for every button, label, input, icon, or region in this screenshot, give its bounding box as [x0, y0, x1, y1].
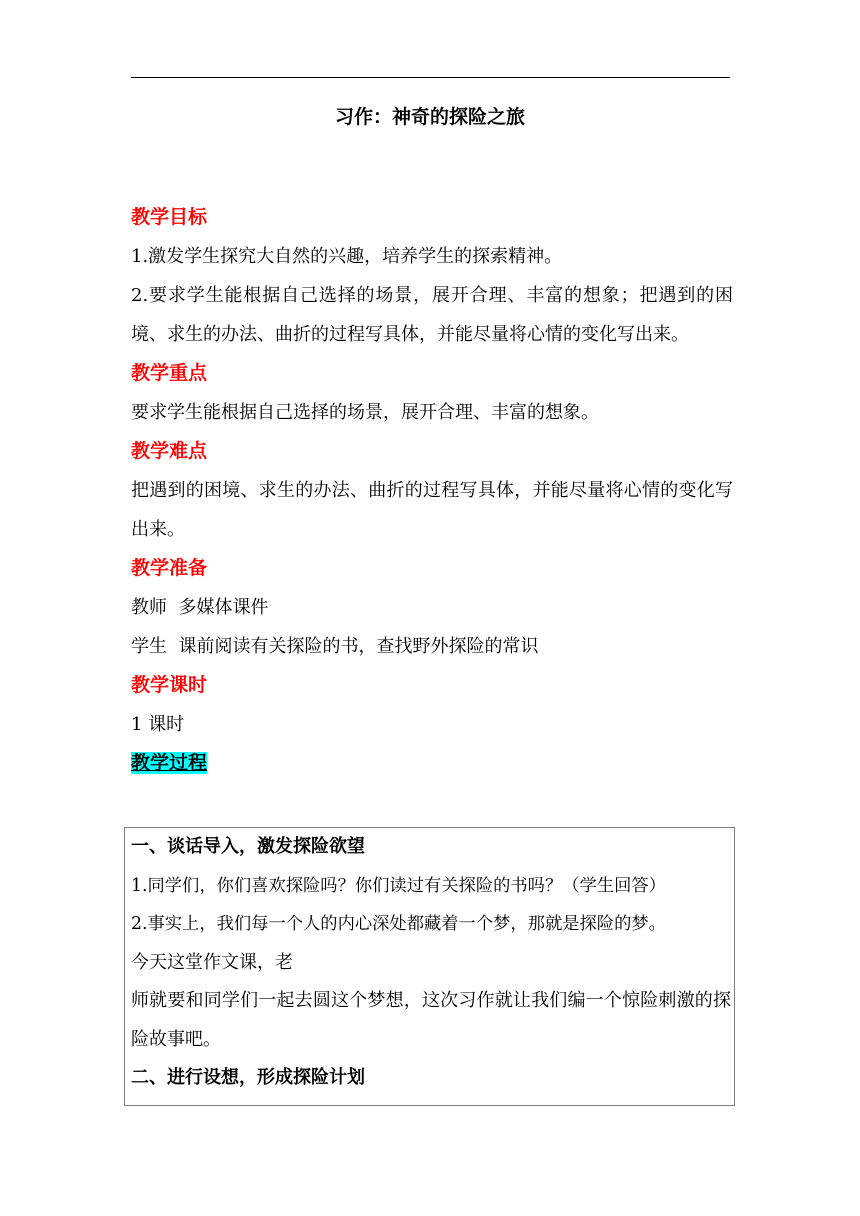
process-table [124, 827, 735, 1106]
difficulties-text: 把遇到的困境、求生的办法、曲折的过程写具体，并能尽量将心情的变化写出来。 [131, 480, 733, 540]
document-body [131, 198, 733, 783]
preparation-teacher: 教师 多媒体课件 [131, 597, 269, 618]
periods-heading: 教学课时 [131, 674, 208, 696]
key-points-heading: 教学重点 [131, 362, 208, 384]
preparation-heading: 教学准备 [131, 557, 208, 579]
process-heading-highlight: 教学过程 [131, 752, 208, 774]
process-heading [131, 744, 733, 783]
step1-heading: 一、谈话导入，激发探险欲望 [131, 836, 365, 857]
document-title: 习作：神奇的探险之旅 [334, 106, 525, 128]
difficulties-heading: 教学难点 [131, 440, 208, 462]
header-rule [131, 77, 730, 78]
step1-line-2: 2.事实上，我们每一个人的内心深处都藏着一个梦，那就是探险的梦。 [131, 914, 666, 934]
step1-line-1: 1.同学们，你们喜欢探险吗？你们读过有关探险的书吗？（学生回答） [131, 875, 666, 896]
step1-line-4: 师就要和同学们一起去圆这个梦想，这次习作就让我们编一个惊险刺激的探险故事吧。 [131, 990, 731, 1050]
goal-item-2: 2.要求学生能根据自己选择的场景，展开合理、丰富的想象；把遇到的困境、求生的办法、曲折的过程写具体，并能尽量将心情的变化写出来。 [131, 285, 733, 345]
goals-heading: 教学目标 [131, 206, 208, 228]
key-points-text: 要求学生能根据自己选择的场景，展开合理、丰富的想象。 [131, 402, 599, 423]
preparation-student: 学生 课前阅读有关探险的书，查找野外探险的常识 [131, 636, 539, 657]
step1-line-3: 今天这堂作文课，老 [131, 951, 293, 973]
step2-heading: 二、进行设想，形成探险计划 [131, 1067, 365, 1088]
periods-text: 1 课时 [131, 714, 185, 735]
goal-item-1: 1.激发学生探究大自然的兴趣，培养学生的探索精神。 [131, 246, 563, 267]
